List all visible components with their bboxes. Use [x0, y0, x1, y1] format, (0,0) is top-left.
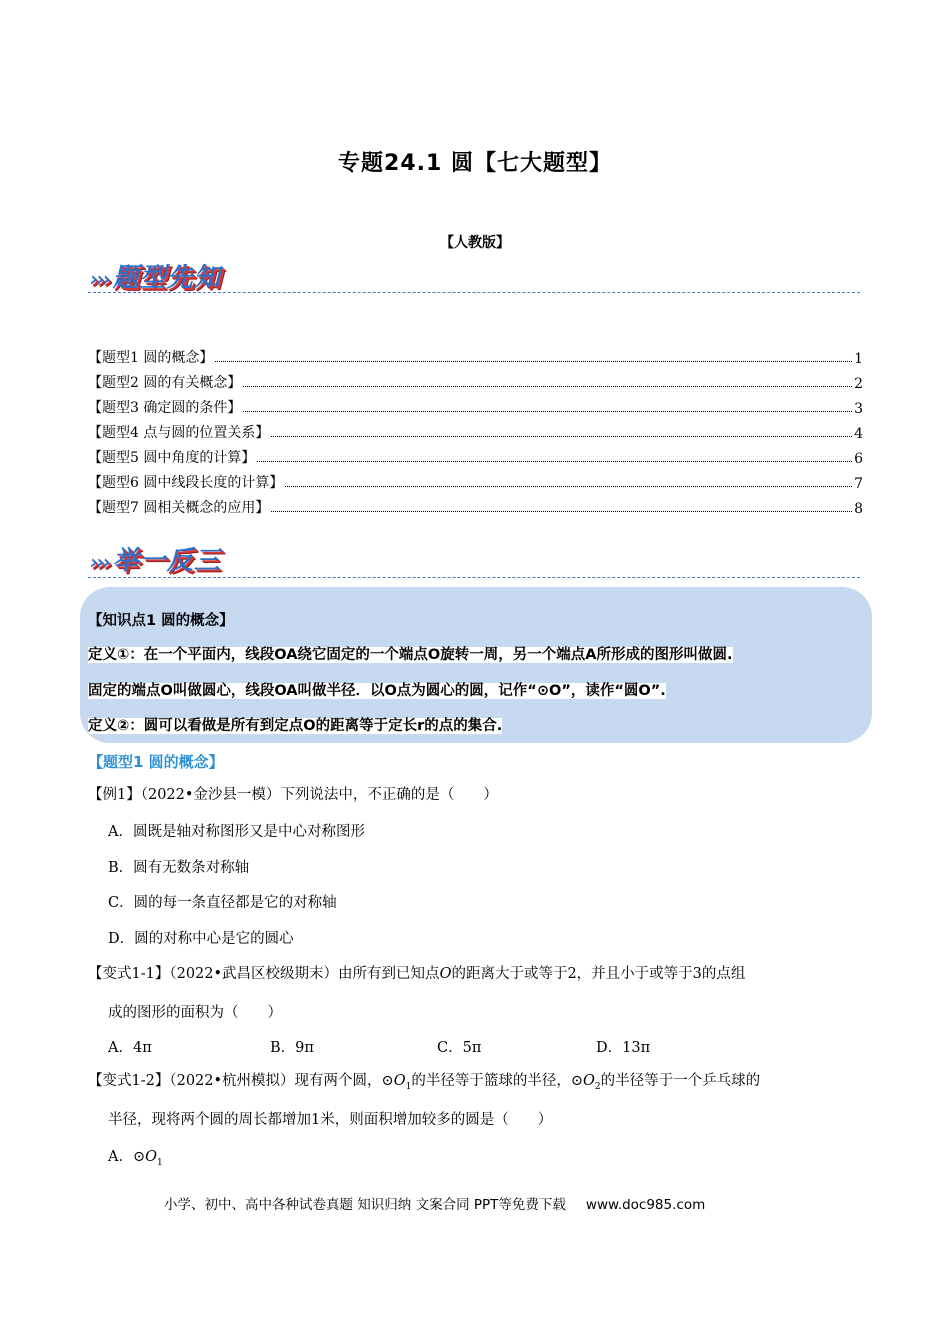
variant-1-2-option-a: A．$⊙O_1$: [108, 1149, 163, 1168]
variant-1-2-question-line2: 半径，现将两个圆的周长都增加1米，则面积增加较多的圆是（ ）: [108, 1112, 553, 1128]
toc-item[interactable]: 【题型3 确定圆的条件】 3: [88, 400, 863, 417]
example-1-option-b: B．圆有无数条对称轴: [108, 860, 250, 876]
example-1-option-d: D．圆的对称中心是它的圆心: [108, 931, 294, 947]
variant-1-1-option-b: B．9π: [270, 1040, 314, 1056]
examples-banner: [90, 540, 221, 577]
knowledge-definition-2: 定义②：圆可以看做是所有到定点O的距离等于定长r的点的集合.: [88, 718, 503, 734]
variant-1-1-question-line2: 成的图形的面积为（ ）: [108, 1005, 282, 1021]
toc-item[interactable]: 【题型7 圆相关概念的应用】 8: [88, 500, 863, 517]
variant-1-2-question: 【变式1-2】（2022•杭州模拟）现有两个圆，$⊙O_1$的半径等于篮球的半径，$⊙O_2$的半径等于一个乒乓球的: [88, 1073, 761, 1092]
arrow-icon: ›››: [90, 550, 109, 574]
toc-item[interactable]: 【题型1 圆的概念】 1: [88, 350, 863, 367]
toc-item[interactable]: 【题型5 圆中角度的计算】 6: [88, 450, 863, 467]
section-heading: 【题型1 圆的概念】: [88, 753, 224, 771]
preview-banner: [90, 257, 221, 294]
toc-item[interactable]: 【题型6 圆中线段长度的计算】 7: [88, 475, 863, 492]
table-of-contents: [88, 342, 863, 517]
variant-1-1-option-a: A．4π: [108, 1040, 152, 1056]
divider: [88, 292, 860, 293]
footer-site-link[interactable]: www.doc985.com: [585, 1197, 706, 1213]
knowledge-definition-1b: 固定的端点O叫做圆心，线段OA叫做半径．以O点为圆心的圆，记作“⊙O”，读作“圆O”.: [88, 683, 666, 699]
preview-banner-text: 题型先知: [112, 263, 221, 293]
variant-1-1-option-c: C．5π: [437, 1040, 482, 1056]
toc-item[interactable]: 【题型4 点与圆的位置关系】 4: [88, 425, 863, 442]
footer: [164, 1193, 705, 1213]
divider: [88, 577, 860, 578]
knowledge-definition-1: 定义①：在一个平面内，线段OA绕它固定的一个端点O旋转一周，另一个端点A所形成的图形叫做圆.: [88, 647, 733, 663]
edition-label: 【人教版】: [440, 235, 510, 251]
footer-text: 小学、初中、高中各种试卷真题 知识归纳 文案合同 PPT等免费下载: [164, 1197, 566, 1213]
example-1-option-a: A．圆既是轴对称图形又是中心对称图形: [108, 824, 365, 840]
page-title: 专题24.1 圆【七大题型】: [338, 151, 612, 176]
toc-item[interactable]: 【题型2 圆的有关概念】 2: [88, 375, 863, 392]
variant-1-1-option-d: D．13π: [596, 1040, 651, 1056]
examples-banner-text: 举一反三: [112, 546, 221, 576]
example-1-option-c: C．圆的每一条直径都是它的对称轴: [108, 895, 337, 911]
example-1-question: 【例1】（2022•金沙县一模）下列说法中，不正确的是（ ）: [88, 787, 498, 803]
variant-1-1-question: 【变式1-1】（2022•武昌区校级期末）由所有到已知点O的距离大于或等于2，并且小于或等于3的点组: [88, 966, 746, 982]
knowledge-heading: 【知识点1 圆的概念】: [88, 613, 234, 629]
arrow-icon: ›››: [90, 267, 109, 291]
